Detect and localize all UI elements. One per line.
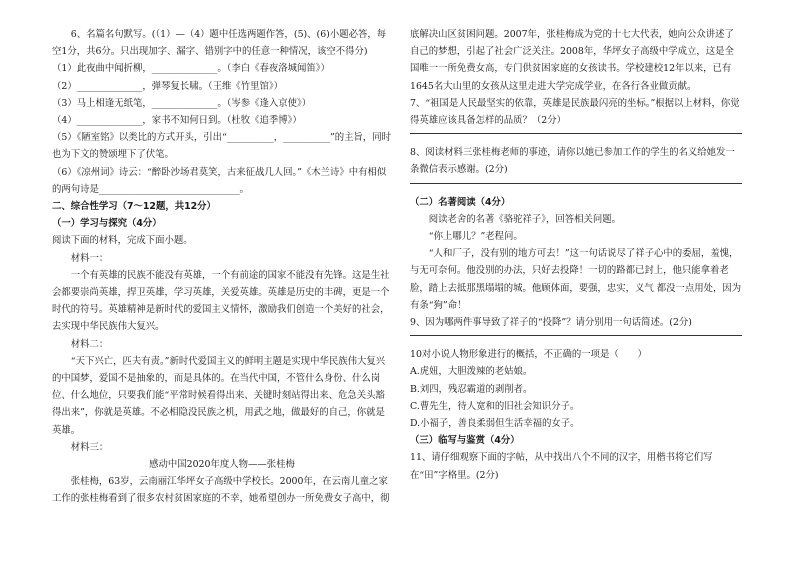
q6-3: （3）马上相逢无纸笔，______________。（岑参《逢入京使》）: [52, 97, 312, 109]
novel-instructions: 阅读老舍的名著《骆驼祥子》，回答相关问题。: [428, 213, 621, 225]
q9-answer-line[interactable]: [410, 335, 742, 336]
q10-option-d: D.小福子，善良柔弱但生活幸福的女子。: [410, 418, 580, 430]
novel-quote-2: “人和厂子，没有别的地方可去！”这一句话说尽了祥子心中的委屈，羞愧，与无可奈何。他没别的办法，只好去投降！一切的路都已封上，他只能拿着老脸，踏上去抵那黑塌塌的城。他顾体面，要强，忠实，义气 都没一点用处，因为有条“狗”命！: [410, 248, 742, 311]
material-3-label: 材料三：: [70, 441, 109, 453]
material-2-text: “天下兴亡，匹夫有责。”新时代爱国主义的鲜明主题是实现中华民族伟大复兴的中国梦，爱国不是抽象的，而是具体的。在当代中国，不管什么身份、什么岗位、什么地位，只要我们能“平常时候看得出来、关键时刻站得出来、危急关头豁得出来”，你就是英雄。不必相隐没民族之机，用武之地，做最好的自己，你就是英雄。: [52, 355, 386, 436]
q7: 7、“祖国是人民最坚实的依靠，英雄是民族最闪亮的坐标。”根据以上材料，你觉得英雄应该具备怎样的品质？（2分）: [410, 97, 740, 127]
material-3-title: 感动中国2020年度人物——张桂梅: [149, 459, 295, 471]
q11: 11、请仔细观察下面的字帖，从中找出八个不同的汉字，用楷书将它们写在“田”字格里。(2分): [410, 452, 713, 481]
q10-option-a: A.虎妞，大胆泼辣的老姑娘。: [410, 366, 533, 378]
reading-instructions: 阅读下面的材料，完成下面小题。: [52, 235, 193, 247]
q6-6: （6）《凉州词》诗云：“醉卧沙场君莫笑，古来征战几人回。”《木兰诗》中有相似的两句诗是______________________________。: [52, 166, 387, 195]
right-column: [410, 26, 742, 484]
q8-answer-line[interactable]: [410, 183, 742, 184]
material-2-label: 材料二：: [70, 338, 109, 350]
section-2-2-heading: （二）名著阅读（4分）: [410, 196, 511, 208]
q10-option-b: B.刘四，残忍霸道的剥削者。: [410, 383, 533, 395]
q6-4: （4）______________，家书不知何日到。（杜牧《追季博》）: [52, 115, 302, 127]
section-2-3-heading: （三）临写与鉴赏（4分）: [410, 435, 520, 447]
left-column: [52, 26, 392, 508]
material-1-text: 一个有英雄的民族不能没有英雄，一个有前途的国家不能没有先锋。这是生社会都要崇尚英雄，捍卫英雄，学习英雄，关爱英雄。英雄是历史的丰碑，更是一个时代的符号。英雄精神是新时代的爱国主义情怀，激励我们创造一个美好的社会，去实现中华民族伟大复兴。: [52, 269, 390, 333]
q6-5: （5）《陋室铭》以类比的方式开头，引出“__________，__________”的主旨，同时也为下文的赞颂埋下了伏笔。: [52, 132, 391, 161]
q10-option-c: C.曹先生，待人宽和的旧社会知识分子。: [410, 400, 580, 412]
material-1-label: 材料一：: [70, 252, 109, 264]
q8: 8、阅读材料三张桂梅老师的事迹，请你以她已参加工作的学生的名义给她发一条微信表示感谢。(2分): [410, 147, 735, 176]
material-3-continued: 底解决山区贫困问题。2007年，张桂梅成为党的十七大代表，她向公众讲述了自己的梦想，引起了社会广泛关注。2008年，华坪女子高级中学成立，这是全国唯一一所免费女高，专门供贫困家庭的女孩读书。学校建校12年以来，已有1645名大山里的女孩从这里走进大学完成学业，在各行各业做贡献。: [410, 29, 734, 92]
section-2-heading: 二、综合性学习（7～12题，共12分）: [52, 201, 216, 213]
section-2-1-heading: （一）学习与探究（4分）: [52, 218, 162, 230]
novel-quote-1: “你上哪儿？”老程问。: [428, 231, 523, 243]
q6-1: （1）此夜曲中闻折柳，______________。（李白《春夜洛城闻笛》）: [52, 63, 330, 75]
q6-instructions: 6、名篇名句默写。(（1）—（4）题中任选两题作答，(5)、(6)小题必答，每空1分，共6分。只出现加字、漏字、错别字中的任意一种情况，该空不得分): [52, 29, 387, 58]
q10: 10对小说人物形象进行的概括，不正确的一项是（ ）: [410, 349, 647, 361]
q9: 9、因为哪两件事导致了祥子的“投降”？请分别用一句话简述。(2分): [410, 317, 692, 329]
q6-2: （2）______________，弹琴复长啸。（王维《竹里馆》）: [52, 80, 283, 92]
q7-answer-line[interactable]: [410, 133, 742, 134]
material-3-text: 张桂梅，63岁，云南丽江华坪女子高级中学校长。2000年，在云南儿童之家工作的张桂梅看到了很多农村贫困家庭的不幸，她希望创办一所免费女子高中，彻: [52, 476, 390, 505]
